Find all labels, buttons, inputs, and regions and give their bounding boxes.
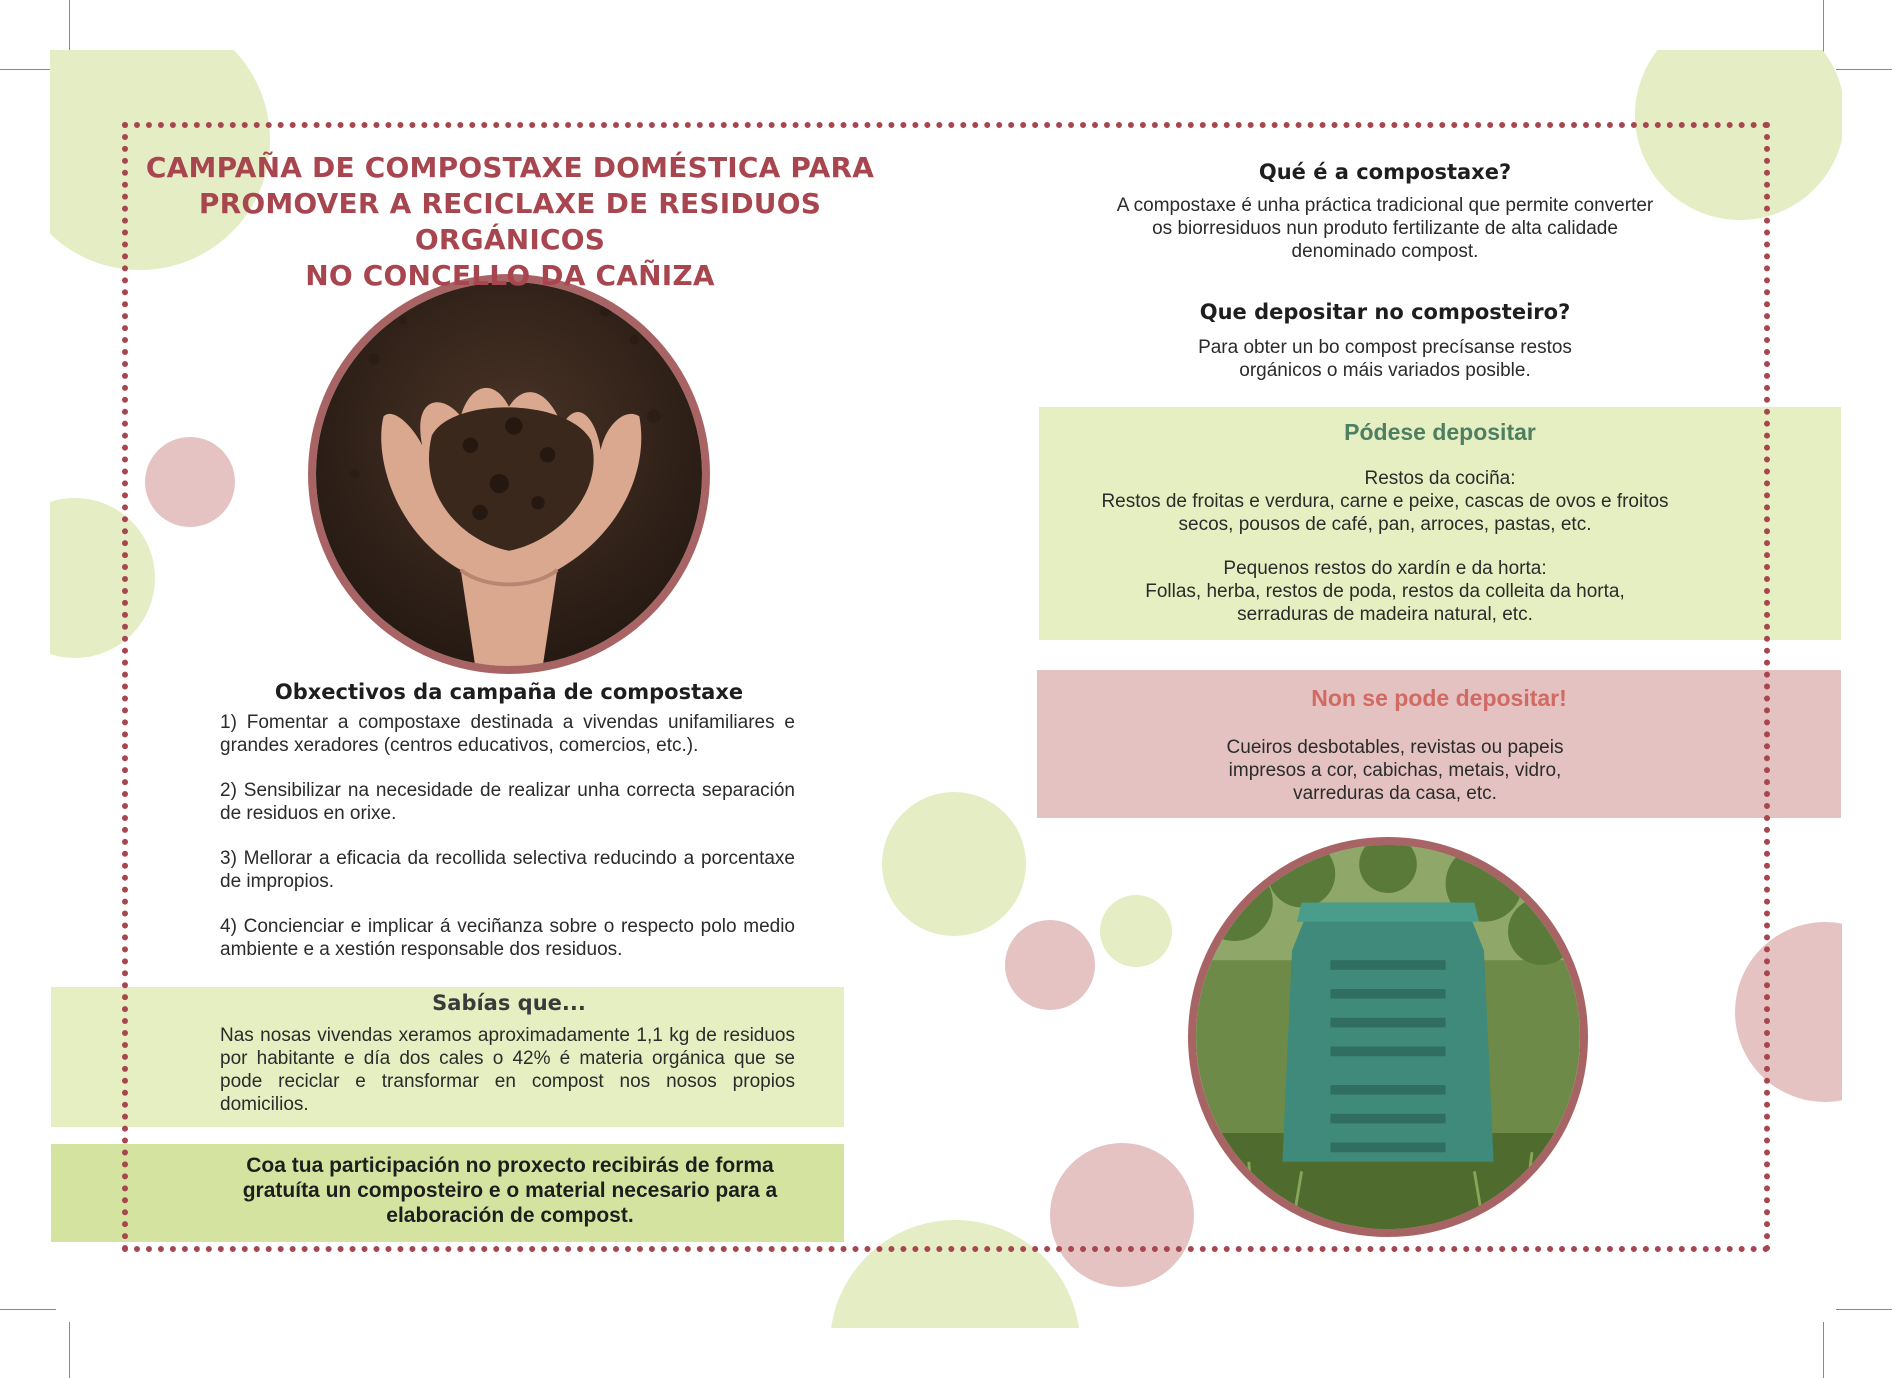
decor-circle <box>50 498 155 658</box>
what-is-heading: Qué é a compostaxe? <box>1258 160 1512 184</box>
sabias-heading: Sabías que... <box>432 991 586 1015</box>
objective-item: 4) Concienciar e implicar á veciñanza sobre o respecto polo medio ambiente e a xestión responsable dos residuos. <box>220 916 795 960</box>
participation-text: Coa tua participación no proxecto recibirás de forma gratuíta un composteiro e o material necesario para a elaboración de compost. <box>242 1154 778 1227</box>
decor-circle <box>1050 1143 1194 1287</box>
decor-circle <box>1735 922 1842 1102</box>
what-is-text: A compostaxe é unha práctica tradicional que permite converter os biorresiduos nun produto fertilizante de alta calidade denominado compost. <box>1116 195 1654 262</box>
decor-circle <box>1635 50 1842 220</box>
objective-item: 2) Sensibilizar na necesidade de realizar unha correcta separación de residuos en orixe. <box>220 780 795 824</box>
cannot-deposit-heading: Non se pode depositar! <box>1311 685 1567 711</box>
compost-hands-photo <box>308 274 710 674</box>
compost-bin-photo <box>1188 837 1588 1237</box>
objectives-list <box>220 711 795 983</box>
decor-circle <box>1005 920 1095 1010</box>
title-line: PROMOVER A RECICLAXE DE RESIDUOS ORGÁNICOS <box>198 187 822 256</box>
page-title <box>130 150 890 294</box>
crop-mark <box>69 0 70 56</box>
objectives-heading: Obxectivos da campaña de compostaxe <box>274 680 744 704</box>
sabias-text: Nas nosas vivendas xeramos aproximadamente 1,1 kg de residuos por habitante e día dos cales o 42% é materia orgánica que se pode reciclar e transformar en compost nos nosos propios domicilios. <box>220 1025 795 1115</box>
kitchen-text: Restos de froitas e verdura, carne e peixe, cascas de ovos e froitos secos, pousos de café, pan, arroces, pastas, etc. <box>1101 491 1669 535</box>
decor-circle <box>882 792 1026 936</box>
crop-mark <box>0 1309 56 1310</box>
crop-mark <box>1823 0 1824 56</box>
what-to-deposit-heading: Que depositar no composteiro? <box>1199 300 1571 324</box>
crop-mark <box>69 1322 70 1378</box>
decor-circle <box>1100 895 1172 967</box>
decor-circle <box>145 437 235 527</box>
cannot-deposit-text: Cueiros desbotables, revistas ou papeis impresos a cor, cabichas, metais, vidro, varreduras da casa, etc. <box>1226 737 1564 804</box>
objective-item: 3) Mellorar a eficacia da recollida selectiva reducindo a porcentaxe de impropios. <box>220 848 795 892</box>
decor-circle <box>830 1220 1080 1328</box>
kitchen-label: Restos da cociña: <box>1364 468 1516 489</box>
title-line: CAMPAÑA DE COMPOSTAXE DOMÉSTICA PARA <box>145 151 875 184</box>
crop-mark <box>1836 1309 1892 1310</box>
what-to-deposit-text: Para obter un bo compost precísanse restos orgánicos o máis variados posible. <box>1198 337 1572 381</box>
crop-mark <box>1823 1322 1824 1378</box>
crop-mark <box>1836 69 1892 70</box>
garden-text: Follas, herba, restos de poda, restos da colleita da horta, serraduras de madeira natural, etc. <box>1145 581 1625 625</box>
crop-mark <box>0 69 56 70</box>
title-line: NO CONCELLO DA CAÑIZA <box>305 259 715 292</box>
can-deposit-heading: Pódese depositar <box>1344 419 1536 445</box>
objective-item: 1) Fomentar a compostaxe destinada a vivendas unifamiliares e grandes xeradores (centros educativos, comercios, etc.). <box>220 712 795 756</box>
garden-label: Pequenos restos do xardín e da horta: <box>1223 558 1547 579</box>
